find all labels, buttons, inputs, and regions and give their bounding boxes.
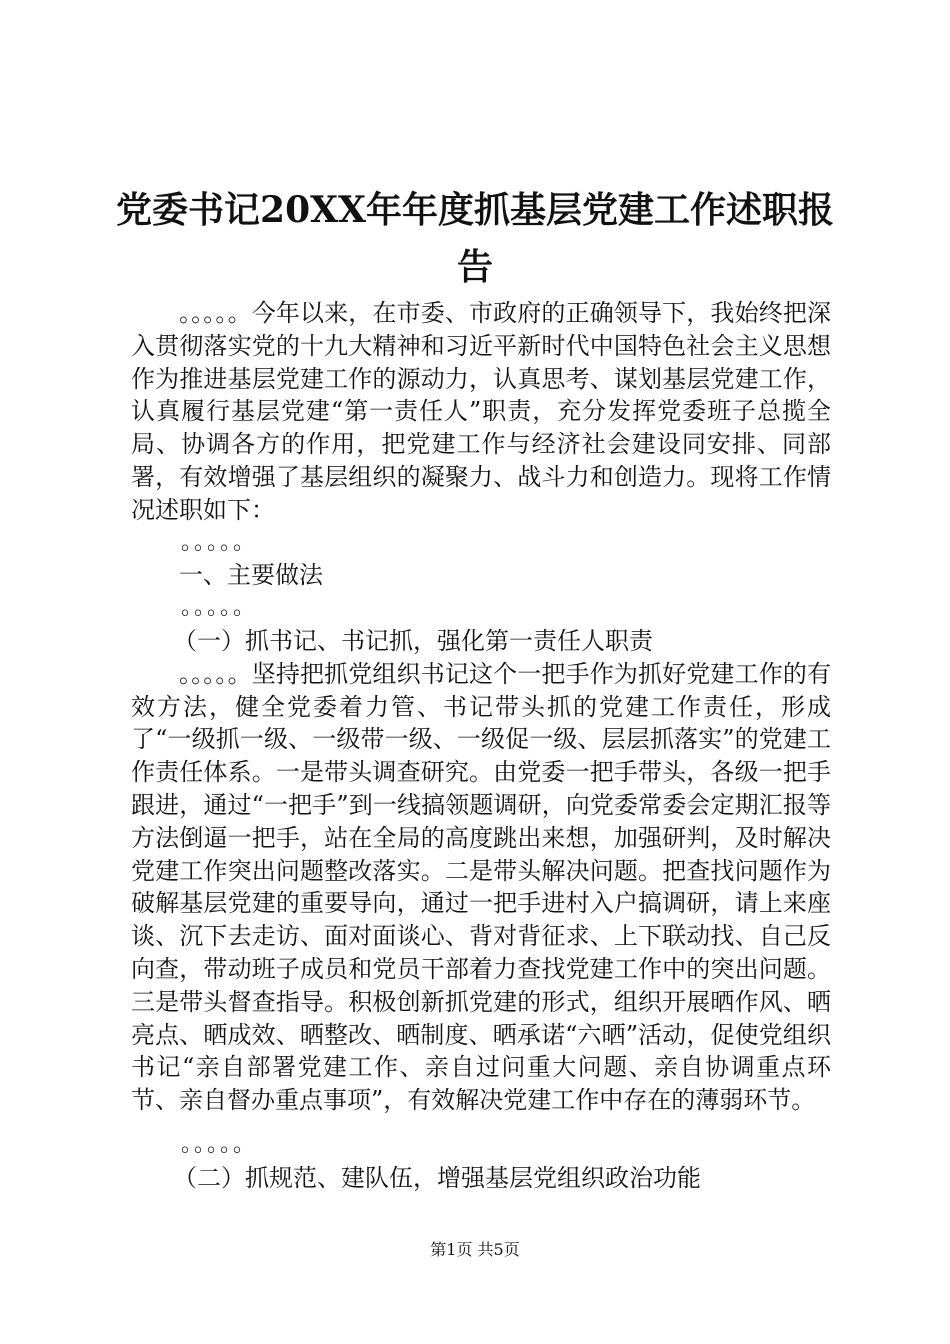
body-paragraph: 。。。。。坚持把抓党组织书记这个一把手作为抓好党建工作的有效方法，健全党委着力管、书记带头抓的党建工作责任，形成了“一级抓一级、一级带一级、一级促一级、层层抓落实”的党建工作责任体系。一是带头调查研究。由党委一把手带头，各级一把手跟进，通过“一把手”到一线搞领题调研，向党委常委会定期汇报等方法倒逼一把手，站在全局的高度跳出来想，加强研判，及时解决党建工作突出问题整改落实。二是带头解决问题。把查找问题作为破解基层党建的重要导向，通过一把手进村入户搞调研，请上来座谈、沉下去走访、面对面谈心、背对背征求、上下联动找、自己反向查，带动班子成员和党员干部着力查找党建工作中的突出问题。三是带头督查指导。积极创新抓党建的形式，组织开展晒作风、晒亮点、晒成效、晒整改、晒制度、晒承诺“六晒”活动，促使党组织书记“亲自部署党建工作、亲自过问重大问题、亲自协调重点环节、亲自督办重点事项”，有效解决党建工作中存在的薄弱环节。 — [131, 659, 831, 1115]
intro-paragraph: 。。。。。今年以来，在市委、市政府的正确领导下，我始终把深入贯彻落实党的十九大精神和习近平新时代中国特色社会主义思想作为推进基层党建工作的源动力，认真思考、谋划基层党建工作，认真履行基层党建“第一责任人”职责，充分发挥党委班子总揽全局、协调各方的作用，把党建工作与经济社会建设同安排、同部署，有效增强了基层组织的凝聚力、战斗力和创造力。现将工作情况述职如下： — [131, 299, 831, 524]
document-body — [131, 297, 831, 1195]
dots-separator: 。。。。。 — [181, 1131, 258, 1157]
section-heading: 一、主要做法 — [179, 561, 323, 590]
page-number-footer: 第1页 共5页 — [430, 1240, 520, 1259]
dots-separator: 。。。。。 — [181, 529, 258, 555]
document-title-continued: 告 — [456, 246, 493, 288]
dots-separator: 。。。。。 — [181, 595, 258, 621]
subsection-heading: （二）抓规范、建队伍，增强基层党组织政治功能 — [173, 1163, 701, 1192]
document-title: 党委书记20XX年年度抓基层党建工作述职报 — [116, 189, 834, 231]
subsection-heading: （一）抓书记、书记抓，强化第一责任人职责 — [173, 626, 653, 655]
